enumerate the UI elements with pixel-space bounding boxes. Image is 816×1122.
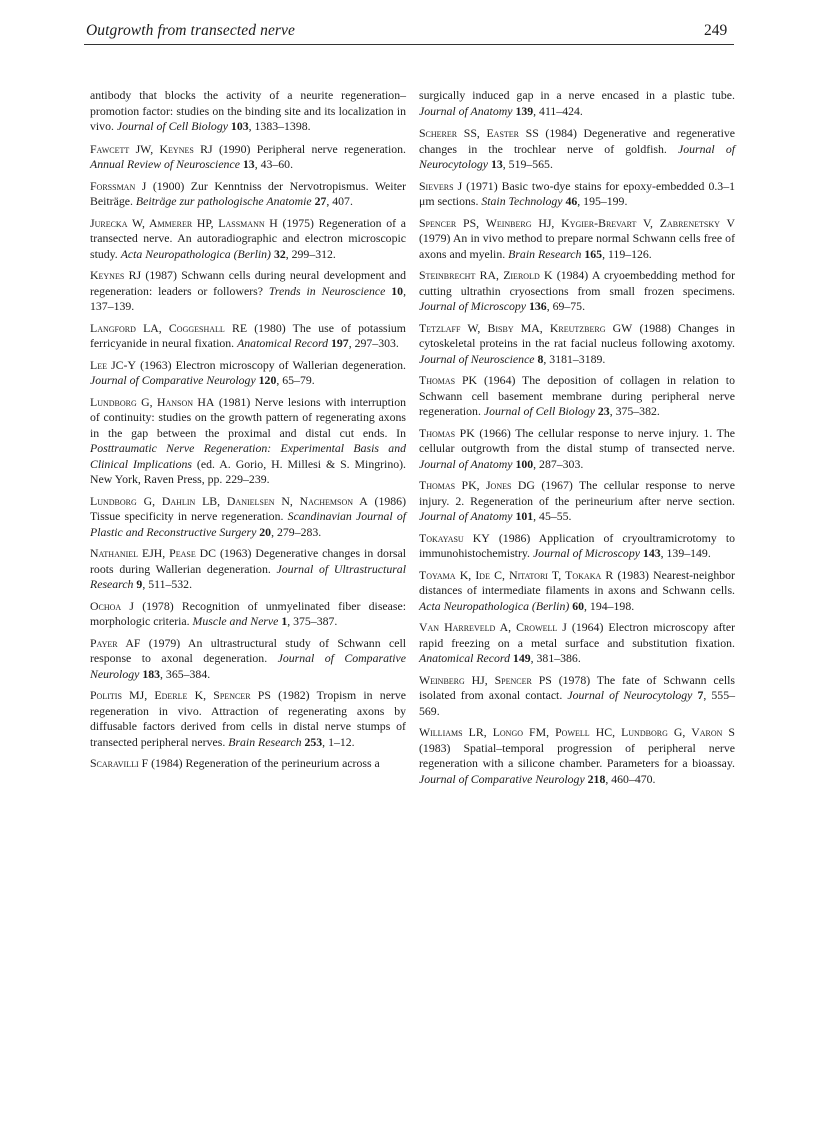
reference-authors: Scaravilli F: [90, 756, 149, 770]
reference-title: (1964) Electron microscopy after rapid freezing on a metal surface and substitution fixation.: [419, 620, 735, 650]
reference-journal: Trends in Neuroscience: [268, 283, 386, 298]
reference-journal: Journal of Anatomy: [419, 509, 513, 523]
reference-title: (1987) Schwann cells during neural development and regeneration: leaders or followers?: [90, 268, 406, 298]
reference-volume: 23: [597, 404, 610, 418]
reference-journal: Anatomical Record: [237, 336, 329, 350]
reference-title: (1978) Recognition of unmyelinated fiber disease: morphologic criteria.: [90, 598, 406, 628]
reference-journal: Brain Research: [508, 246, 582, 261]
reference-authors: Lundborg G, Dahlin LB, Danielsen N, Nachemson A: [90, 493, 368, 508]
reference-authors: Van Harreveld A, Crowell J: [419, 620, 567, 634]
reference-authors: Jurecka W, Ammerer HP, Lassmann H: [90, 215, 278, 230]
reference-volume: 103: [230, 119, 249, 133]
reference-entry: [419, 531, 735, 562]
reference-volume: 101: [515, 509, 534, 523]
reference-title: (1964) The deposition of collagen in relation to Schwann cell basement membrane during peripheral nerve regeneration.: [419, 373, 735, 418]
reference-pages: , 1–12.: [322, 734, 355, 749]
reference-entry: [419, 126, 735, 173]
reference-pages: , 375–382.: [609, 404, 660, 418]
reference-pages: , 119–126.: [602, 246, 652, 261]
reference-journal: Journal of Comparative Neurology: [419, 771, 585, 786]
reference-entry: [419, 620, 735, 667]
reference-title: (1979) An ultrastructural study of Schwann cell response to axonal degeneration.: [90, 635, 406, 665]
reference-text: antibody that blocks the activity of a neurite regeneration–promotion factor: studies on the binding site and its localization in vivo.: [90, 88, 406, 133]
reference-title: (1900) Zur Kenntniss der Nervotropismus. Weiter Beiträge.: [90, 178, 407, 208]
reference-title: (1966) The cellular response to nerve injury. 1. The cellular outgrowth from the distal stump of transected nerve.: [419, 425, 735, 455]
reference-volume: 1: [281, 614, 288, 628]
reference-authors: Payer AF: [90, 635, 141, 650]
reference-journal: Stain Technology: [481, 194, 563, 208]
reference-entry: [419, 725, 735, 787]
reference-volume: 13: [490, 157, 503, 171]
reference-journal: Posttraumatic Nerve Regeneration: Experimental Basis and Clinical Implications: [90, 441, 406, 471]
reference-pages: , 381–386.: [530, 651, 581, 665]
reference-pages: , 555–569.: [419, 688, 736, 718]
reference-entry: [419, 179, 735, 210]
reference-entry: [419, 268, 735, 315]
reference-entry: [90, 395, 406, 488]
reference-pages: , 460–470.: [605, 771, 656, 786]
reference-journal: Journal of Ultrastructural Research: [90, 561, 406, 591]
reference-authors: Scherer SS, Easter SS: [419, 126, 539, 140]
reference-title: (1963) Electron microscopy of Wallerian degeneration.: [135, 357, 406, 372]
reference-pages: , 43–60.: [254, 157, 294, 171]
reference-title: (1963) Degenerative changes in dorsal roots during Wallerian degeneration.: [90, 546, 406, 576]
reference-volume: 60: [572, 598, 585, 613]
reference-volume: 27: [314, 194, 327, 208]
reference-volume: 20: [259, 524, 272, 539]
reference-pages: , 375–387.: [287, 614, 338, 628]
reference-journal: Journal of Cell Biology: [116, 119, 228, 133]
reference-entry: [90, 688, 406, 750]
reference-journal: Brain Research: [228, 734, 302, 749]
reference-entry: [419, 426, 735, 473]
reference-volume: 32: [273, 246, 286, 261]
reference-journal: Journal of Comparative Neurology: [90, 373, 256, 387]
reference-column-right: [419, 88, 735, 793]
reference-volume: 183: [142, 666, 161, 681]
reference-entry: [90, 142, 406, 173]
reference-pages: , 365–384.: [160, 666, 211, 681]
reference-authors: Ochoa J: [90, 598, 134, 613]
reference-pages: , 299–312.: [285, 246, 336, 261]
reference-journal: Journal of Anatomy: [419, 456, 513, 471]
reference-pages: , 279–283.: [271, 524, 322, 539]
reference-pages: , 511–532.: [142, 577, 193, 591]
reference-authors: Spencer PS, Weinberg HJ, Kygier-Brevart V, Zabrenetsky V: [419, 215, 735, 230]
reference-entry: [90, 268, 406, 315]
reference-pages: , 45–55.: [533, 509, 572, 523]
reference-continuation: [90, 88, 406, 135]
reference-title: (1978) The fate of Schwann cells isolated from axonal contact.: [419, 672, 735, 702]
reference-volume: 120: [258, 373, 277, 387]
reference-authors: Thomas PK, Jones DG: [419, 478, 535, 492]
reference-authors: Langford LA, Coggeshall RE: [90, 320, 248, 335]
reference-column-left: [90, 88, 406, 778]
reference-journal: Journal of Neurocytology: [419, 141, 735, 171]
reference-pages: , 407.: [326, 194, 353, 208]
reference-title: (1983) Nearest-neighbor distances of intermediate filaments in axons and Schwann cells.: [419, 567, 735, 597]
reference-authors: Tokayasu KY: [419, 530, 490, 545]
reference-entry: [90, 358, 406, 389]
reference-continuation: [419, 88, 735, 119]
reference-volume: 253: [304, 734, 323, 749]
reference-authors: Politis MJ, Ederle K, Spencer PS: [90, 688, 271, 702]
reference-entry: [90, 546, 406, 593]
reference-journal: Journal of Anatomy: [419, 103, 513, 118]
reference-entry: [90, 599, 406, 630]
reference-title: (1981) Nerve lesions with interruption of continuity: studies on the growth pattern of regenerating axons in the gap between the proximal and distal cut ends. In: [90, 394, 406, 440]
reference-title: (1984) Degenerative and regenerative changes in the trochlear nerve of goldfish.: [419, 126, 735, 156]
page-number: 249: [704, 22, 728, 39]
reference-volume: 149: [512, 651, 531, 665]
reference-pages: , 297–303.: [348, 336, 399, 350]
reference-entry: [419, 216, 735, 263]
reference-journal: Anatomical Record: [419, 651, 510, 665]
reference-authors: Williams LR, Longo FM, Powell HC, Lundborg G, Varon S: [419, 725, 735, 739]
reference-authors: Lundborg G, Hanson HA: [90, 394, 215, 409]
reference-journal: Acta Neuropathologica (Berlin): [419, 598, 570, 613]
reference-volume: 13: [242, 157, 255, 171]
reference-pages: , 139–149.: [660, 546, 711, 560]
reference-pages: , 411–424.: [533, 103, 583, 118]
reference-authors: Steinbrecht RA, Zierold K: [419, 268, 553, 282]
reference-journal: Journal of Microscopy: [419, 299, 527, 313]
reference-authors: Sievers J: [419, 178, 463, 193]
reference-authors: Toyama K, Ide C, Nitatori T, Tokaka R: [419, 567, 614, 582]
reference-title: (1979) An in vivo method to prepare normal Schwann cells free of axons and myelin.: [419, 231, 735, 261]
reference-authors: Weinberg HJ, Spencer PS: [419, 672, 552, 687]
reference-entry: [90, 179, 406, 210]
reference-pages: , 65–79.: [276, 373, 315, 387]
reference-pages: (ed. A. Gorio, H. Millesi & S. Mingrino). New York, Raven Press, pp. 229–239.: [90, 456, 407, 486]
reference-authors: Lee JC-Y: [90, 357, 136, 372]
reference-volume: 218: [587, 771, 606, 786]
reference-authors: Forssman J: [90, 178, 147, 193]
reference-title: (1967) The cellular response to nerve injury. 2. Regeneration of the perineurium after nerve section.: [419, 478, 736, 508]
reference-entry: [419, 478, 735, 525]
reference-entry: [419, 373, 735, 420]
reference-authors: Keynes RJ: [90, 268, 142, 282]
reference-authors: Fawcett JW, Keynes RJ: [90, 141, 213, 156]
reference-volume: 165: [584, 246, 603, 261]
reference-entry: [419, 673, 735, 720]
reference-journal: Journal of Neuroscience: [419, 351, 535, 366]
reference-text: surgically induced gap in a nerve encased in a plastic tube.: [419, 88, 735, 102]
reference-title: (1975) Regeneration of a transected nerve. An autoradiographic and electron microscopic study.: [90, 215, 407, 261]
reference-volume: 8: [537, 351, 544, 366]
reference-journal: Journal of Neurocytology: [567, 688, 693, 702]
reference-journal: Scandinavian Journal of Plastic and Reconstructive Surgery: [90, 509, 406, 539]
reference-volume: 139: [515, 103, 534, 118]
reference-title: (1971) Basic two-dye stains for epoxy-embedded 0.3–1 μm sections.: [419, 178, 735, 208]
reference-journal: Muscle and Nerve: [192, 614, 279, 628]
reference-entry: [419, 568, 735, 615]
reference-journal: Annual Review of Neuroscience: [90, 157, 240, 171]
header-rule: [84, 44, 734, 45]
reference-title: (1983) Spatial–temporal progression of peripheral nerve regeneration with a silicone chamber. Parameters for a bioassay.: [419, 740, 735, 770]
reference-title: (1984) A cryoembedding method for cutting ultrathin cryosections from small frozen specimens.: [419, 268, 736, 298]
reference-authors: Thomas PK: [419, 373, 478, 387]
reference-entry: [90, 636, 406, 683]
reference-title: (1982) Tropism in nerve regeneration in vivo. Attraction of regenerating axons by diffusable factors derived from cells in distal nerve stumps of transected peripheral nerves.: [90, 688, 406, 749]
reference-pages: , 519–565.: [502, 157, 553, 171]
reference-authors: Thomas PK: [419, 425, 475, 440]
reference-entry: [90, 756, 406, 772]
reference-volume: 10: [391, 283, 404, 298]
reference-title: (1990) Peripheral nerve regeneration.: [212, 141, 406, 156]
reference-journal: Beiträge zur pathologische Anatomie: [135, 194, 312, 208]
reference-entry: [90, 494, 406, 541]
reference-authors: Tetzlaff W, Bisby MA, Kreutzberg GW: [419, 320, 633, 335]
reference-title: (1984) Regeneration of the perineurium across a: [148, 756, 380, 770]
running-header-title: Outgrowth from transected nerve: [86, 22, 296, 39]
reference-pages: , 194–198.: [584, 598, 635, 613]
reference-authors: Nathaniel EJH, Pease DC: [90, 546, 217, 560]
reference-journal: Journal of Comparative Neurology: [90, 651, 406, 681]
reference-volume: 46: [565, 194, 578, 208]
reference-volume: 7: [697, 688, 704, 702]
reference-volume: 136: [528, 299, 547, 313]
reference-pages: , 137–139.: [90, 283, 407, 313]
reference-journal: Journal of Microscopy: [532, 546, 640, 560]
reference-pages: , 3181–3189.: [543, 351, 606, 366]
reference-pages: , 69–75.: [546, 299, 586, 313]
reference-volume: 9: [136, 577, 143, 591]
reference-pages: , 1383–1398.: [248, 119, 311, 133]
reference-pages: , 287–303.: [533, 456, 584, 471]
reference-title: (1986) Tissue specificity in nerve regeneration.: [90, 493, 406, 523]
reference-journal: Journal of Cell Biology: [483, 404, 595, 418]
reference-volume: 100: [515, 456, 534, 471]
reference-entry: [90, 321, 406, 352]
reference-title: (1986) Application of cryoultramicrotomy to immunohistochemistry.: [419, 530, 736, 560]
reference-entry: [90, 216, 406, 263]
reference-title: (1988) Changes in cytoskeletal proteins in the rat facial nucleus following axotomy.: [419, 320, 735, 350]
reference-title: (1980) The use of potassium ferricyanide in neural fixation.: [90, 320, 406, 350]
reference-pages: , 195–199.: [577, 194, 628, 208]
reference-volume: 197: [331, 336, 349, 350]
reference-volume: 143: [642, 546, 661, 560]
reference-entry: [419, 321, 735, 368]
reference-journal: Acta Neuropathologica (Berlin): [120, 246, 271, 261]
